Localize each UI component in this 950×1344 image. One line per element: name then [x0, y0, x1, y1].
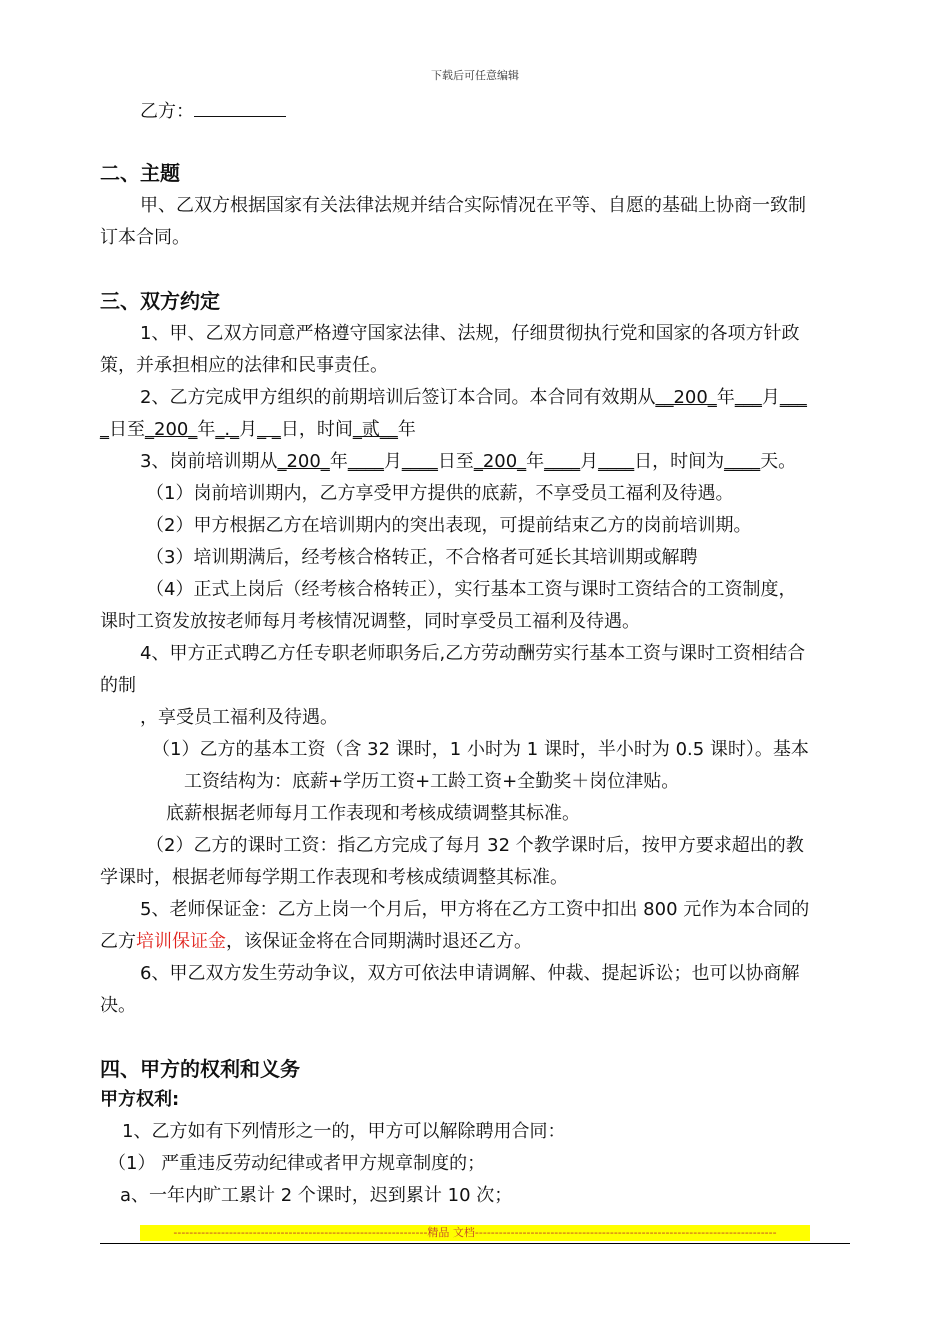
s3-item2-end-year: _200_ [145, 419, 198, 440]
s3-item3-end-month-unit: 月 [580, 451, 599, 472]
s3-item4-line3: ，享受员工福利及待遇。 [140, 707, 338, 728]
s3-item5-line1: 5、老师保证金：乙方上岗一个月后，甲方将在乙方工资中扣出 800 元作为本合同的 [140, 899, 810, 920]
s4-right1-item-a: a、一年内旷工累计 2 个课时，迟到累计 10 次； [120, 1185, 513, 1206]
party-a-rights-heading: 甲方权利: [100, 1089, 180, 1110]
s3-item6-line2: 决。 [100, 995, 136, 1016]
s3-item2-duration-unit: 年 [397, 419, 416, 440]
s3-item2-year-unit: 年 [716, 387, 735, 408]
s3-item3-sub4-line1: （4）正式上岗后（经考核合格转正），实行基本工资与课时工资结合的工资制度， [146, 579, 797, 600]
s3-item3-sub1: （1）岗前培训期内，乙方享受甲方提供的底薪，不享受员工福利及待遇。 [146, 483, 734, 504]
s3-item4-sub2-line1: （2）乙方的课时工资：指乙方完成了每月 32 个教学课时后，按甲方要求超出的教 [146, 835, 804, 856]
s3-item4-sub1-line2: 工资结构为：底薪+学历工资+工龄工资+全勤奖＋岗位津贴。 [184, 771, 680, 792]
section-4-title: 四、甲方的权利和义务 [100, 1057, 300, 1081]
s3-item2-start-day: ___ [779, 387, 807, 408]
s3-item5-party: 乙方 [100, 931, 136, 952]
section-2-title: 二、主题 [100, 161, 180, 185]
party-b-label: 乙方： [140, 101, 194, 122]
s3-item5-line2 [100, 930, 532, 954]
s3-item4-line2: 的制 [100, 675, 136, 696]
s3-item3-month-unit: 月 [383, 451, 402, 472]
s3-item3-start-month: ____ [347, 451, 384, 472]
s3-item2-line1 [140, 386, 807, 410]
s3-item3-end-day: ____ [598, 451, 635, 472]
party-b-blank [194, 98, 286, 117]
s3-item4-line1: 4、甲方正式聘乙方任专职老师职务后,乙方劳动酬劳实行基本工资与课时工资相结合 [140, 643, 806, 664]
s3-item3-day-to: 日至 [437, 451, 474, 472]
page-header-note: 下载后可任意编辑 [431, 69, 519, 82]
s3-item2-end-year-unit: 年 [197, 419, 216, 440]
s3-item3-duration-label: 日，时间为 [634, 451, 725, 472]
s3-item3-start-year: _200_ [277, 451, 330, 472]
s3-item3-sub4-line2: 课时工资发放按老师每月考核情况调整，同时享受员工福利及待遇。 [100, 611, 640, 632]
s3-item3-sub3: （3）培训期满后，经考核合格转正，不合格者可延长其培训期或解聘 [146, 547, 698, 568]
s3-item6-line1: 6、甲乙双方发生劳动争议，双方可依法申请调解、仲裁、提起诉讼；也可以协商解 [140, 963, 800, 984]
s3-item3-end-month: ____ [544, 451, 581, 472]
s3-item3-text: 3、岗前培训期从 [140, 451, 278, 472]
s3-item3-end-year-unit: 年 [526, 451, 545, 472]
s3-item2-duration: _贰__ [352, 419, 398, 440]
s3-item2-month-unit: 月 [761, 387, 780, 408]
s3-item3-days-unit: 天。 [760, 451, 797, 472]
s3-item3-days: ____ [724, 451, 761, 472]
s3-item4-sub1-line1: （1）乙方的基本工资（含 32 课时，1 小时为 1 课时，半小时为 0.5 课时）。基本 [152, 739, 809, 760]
s3-item2-start-day-cont: _ [100, 419, 109, 440]
s3-item3-end-year: _200_ [473, 451, 527, 472]
s3-item3-year-unit: 年 [329, 451, 348, 472]
s3-item3-line [140, 450, 796, 474]
s4-right1-sub1: （1） 严重违反劳动纪律或者甲方规章制度的； [108, 1153, 486, 1174]
s3-item5-tail: ，该保证金将在合同期满时退还乙方。 [226, 931, 532, 952]
s3-item2-line2 [100, 418, 416, 442]
s3-item2-start-month: ___ [734, 387, 762, 408]
s3-item3-start-day: ____ [401, 451, 438, 472]
section-3-title: 三、双方约定 [100, 289, 220, 313]
s3-item2-duration-label: 日，时间 [280, 419, 353, 440]
footer-banner: ----------------------------------------------------------------精品 文档---------------------------------------------------------------------------- [140, 1225, 810, 1241]
s3-item2-start-year: __200_ [655, 387, 717, 408]
s3-item1-line2: 策，并承担相应的法律和民事责任。 [100, 355, 388, 376]
s3-item3-sub2: （2）甲方根据乙方在培训期内的突出表现，可提前结束乙方的岗前培训期。 [146, 515, 752, 536]
s3-item2-day-to: 日至 [109, 419, 145, 440]
s3-item2-text: 2、乙方完成甲方组织的前期培训后签订本合同。本合同有效期从 [140, 387, 656, 408]
s3-item2-end-day: _ _ [257, 419, 281, 440]
footer-divider [100, 1243, 850, 1244]
s3-item2-end-month: _._ [215, 419, 240, 440]
deposit-term-highlight: 培训保证金 [136, 931, 226, 952]
s3-item4-sub2-line2: 学课时，根据老师每学期工作表现和考核成绩调整其标准。 [100, 867, 568, 888]
s2-para-line1: 甲、乙双方根据国家有关法律法规并结合实际情况在平等、自愿的基础上协商一致制 [140, 195, 806, 216]
s2-para-line2: 订本合同。 [100, 227, 190, 248]
s3-item2-end-month-unit: 月 [239, 419, 258, 440]
s4-right1: 1、乙方如有下列情形之一的，甲方可以解除聘用合同： [122, 1121, 566, 1142]
party-b-line [140, 98, 286, 124]
s3-item4-sub1-line3: 底薪根据老师每月工作表现和考核成绩调整其标准。 [166, 803, 580, 824]
s3-item1-line1: 1、甲、乙双方同意严格遵守国家法律、法规，仔细贯彻执行党和国家的各项方针政 [140, 323, 800, 344]
